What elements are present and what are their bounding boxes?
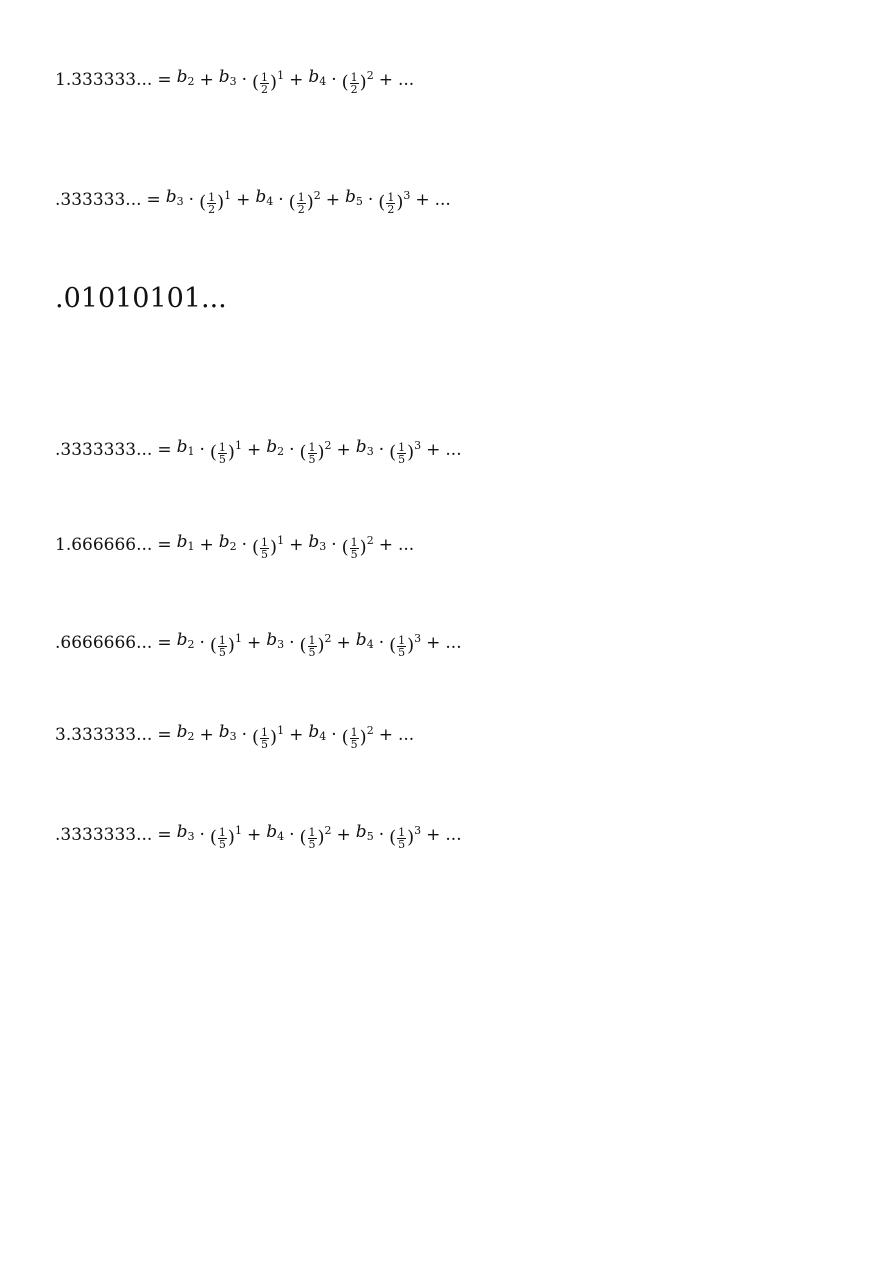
- coefficient-variable: [177, 820, 195, 849]
- close-paren: ): [227, 827, 235, 848]
- variable-symbol: b: [176, 67, 188, 87]
- multiply-dot: ·: [378, 439, 385, 460]
- plus-sign: +: [289, 69, 304, 90]
- variable-subscript: 2: [229, 540, 237, 553]
- close-paren: ): [270, 727, 278, 748]
- open-paren: (: [299, 635, 307, 656]
- coefficient-variable: [219, 65, 237, 94]
- exponent: 3: [414, 824, 422, 837]
- exponent: 3: [414, 632, 422, 645]
- coefficient-variable: [219, 720, 237, 749]
- close-paren: ): [227, 442, 235, 463]
- fraction-denominator: 5: [308, 453, 316, 466]
- equals-sign: =: [146, 189, 161, 210]
- multiply-dot: ·: [378, 632, 385, 653]
- multiply-dot: ·: [188, 189, 195, 210]
- close-paren: ): [359, 537, 367, 558]
- coefficient-variable: [345, 185, 363, 214]
- fraction-denominator: 5: [261, 548, 269, 561]
- variable-subscript: 2: [187, 638, 195, 651]
- equals-sign: =: [157, 534, 172, 555]
- fraction-denominator: 5: [398, 646, 406, 659]
- fraction-denominator: 5: [350, 548, 358, 561]
- exponent: 2: [366, 724, 374, 737]
- exponent: 2: [324, 824, 332, 837]
- multiply-dot: ·: [331, 534, 337, 555]
- multiply-dot: ·: [331, 724, 337, 745]
- coefficient-variable: [308, 720, 326, 749]
- ellipsis: ...: [397, 69, 415, 90]
- multiply-dot: ·: [199, 632, 205, 653]
- coefficient-variable: [255, 185, 273, 214]
- plus-sign: +: [236, 189, 251, 210]
- fraction: [350, 727, 359, 750]
- coefficient-variable: [266, 820, 284, 849]
- fraction-numerator: 1: [261, 536, 269, 549]
- fraction-power: [378, 184, 410, 215]
- exponent: 2: [366, 534, 374, 547]
- variable-subscript: 4: [266, 195, 274, 208]
- fraction: [260, 72, 269, 95]
- coefficient-variable: [177, 720, 195, 749]
- repeating-binary-value: .01010101...: [55, 282, 227, 314]
- variable-symbol: b: [308, 722, 320, 742]
- plus-sign: +: [246, 824, 262, 845]
- variable-symbol: b: [218, 67, 230, 87]
- equation-lhs: .333333...: [55, 189, 142, 210]
- equation-row-1: [55, 64, 414, 95]
- coefficient-variable: [266, 435, 284, 464]
- close-paren: ): [396, 192, 404, 213]
- equals-sign: =: [157, 439, 172, 460]
- exponent: 3: [414, 439, 422, 452]
- fraction-numerator: 1: [261, 71, 269, 84]
- open-paren: (: [378, 192, 386, 213]
- ellipsis: ...: [434, 189, 451, 210]
- variable-subscript: 3: [366, 445, 374, 458]
- variable-symbol: b: [255, 187, 267, 207]
- fraction-numerator: 1: [308, 634, 316, 647]
- variable-subscript: 2: [187, 730, 195, 743]
- equation-row-2: [55, 184, 451, 215]
- variable-symbol: b: [176, 722, 188, 742]
- equation-lhs: 1.666666...: [55, 534, 153, 555]
- fraction: [218, 827, 227, 850]
- close-paren: ): [270, 72, 278, 93]
- fraction-denominator: 5: [218, 646, 226, 659]
- fraction-denominator: 2: [261, 83, 269, 96]
- fraction: [297, 192, 306, 215]
- variable-symbol: b: [308, 532, 320, 552]
- exponent: 1: [277, 69, 285, 82]
- ellipsis: ...: [445, 439, 462, 460]
- coefficient-variable: [177, 530, 195, 559]
- equation-row-3: [55, 282, 227, 315]
- variable-subscript: 3: [319, 540, 327, 553]
- fraction-power: [389, 627, 421, 658]
- variable-symbol: b: [266, 437, 278, 457]
- fraction: [397, 635, 406, 658]
- multiply-dot: ·: [199, 824, 205, 845]
- fraction-numerator: 1: [350, 536, 358, 549]
- coefficient-variable: [356, 820, 374, 849]
- fraction-power: [210, 627, 242, 658]
- variable-symbol: b: [176, 437, 188, 457]
- fraction-denominator: 2: [297, 203, 305, 216]
- coefficient-variable: [308, 65, 326, 94]
- fraction-power: [389, 819, 421, 850]
- variable-subscript: 4: [319, 75, 327, 88]
- close-paren: ): [317, 442, 325, 463]
- equals-sign: =: [157, 724, 172, 745]
- variable-symbol: b: [344, 187, 356, 207]
- open-paren: (: [209, 442, 217, 463]
- ellipsis: ...: [397, 724, 415, 745]
- fraction-power: [299, 627, 331, 658]
- variable-symbol: b: [176, 630, 188, 650]
- exponent: 2: [324, 439, 332, 452]
- open-paren: (: [341, 72, 349, 93]
- close-paren: ): [317, 827, 325, 848]
- coefficient-variable: [308, 530, 326, 559]
- multiply-dot: ·: [331, 69, 337, 90]
- fraction-power: [252, 64, 284, 95]
- fraction: [386, 192, 395, 215]
- fraction-power: [199, 184, 231, 215]
- multiply-dot: ·: [378, 824, 385, 845]
- ellipsis: ...: [397, 534, 415, 555]
- exponent: 2: [313, 189, 321, 202]
- fraction-numerator: 1: [218, 826, 226, 839]
- open-paren: (: [389, 442, 397, 463]
- variable-subscript: 3: [176, 195, 184, 208]
- fraction-denominator: 5: [398, 453, 406, 466]
- fraction-numerator: 1: [387, 191, 395, 204]
- multiply-dot: ·: [241, 534, 248, 555]
- fraction: [308, 827, 317, 850]
- variable-symbol: b: [218, 722, 230, 742]
- fraction-power: [299, 819, 331, 850]
- plus-sign: +: [336, 439, 351, 460]
- fraction-denominator: 5: [350, 738, 358, 751]
- variable-subscript: 1: [187, 540, 195, 553]
- plus-sign: +: [289, 724, 304, 745]
- open-paren: (: [252, 72, 260, 93]
- open-paren: (: [288, 192, 296, 213]
- variable-subscript: 3: [187, 830, 195, 843]
- variable-subscript: 4: [277, 830, 285, 843]
- variable-subscript: 3: [229, 730, 237, 743]
- fraction-numerator: 1: [350, 71, 358, 84]
- fraction-power: [210, 819, 242, 850]
- multiply-dot: ·: [199, 439, 205, 460]
- fraction: [350, 72, 359, 95]
- exponent: 2: [324, 632, 332, 645]
- variable-symbol: b: [355, 822, 367, 842]
- plus-sign: +: [199, 69, 214, 90]
- plus-sign: +: [378, 534, 393, 555]
- variable-symbol: b: [176, 532, 188, 552]
- plus-sign: +: [426, 439, 441, 460]
- fraction-numerator: 1: [308, 826, 316, 839]
- variable-symbol: b: [218, 532, 230, 552]
- open-paren: (: [299, 827, 307, 848]
- open-paren: (: [299, 442, 307, 463]
- exponent: 1: [224, 189, 232, 202]
- plus-sign: +: [289, 534, 304, 555]
- fraction: [397, 442, 406, 465]
- fraction-denominator: 2: [387, 203, 395, 216]
- open-paren: (: [341, 727, 349, 748]
- fraction-numerator: 1: [398, 634, 406, 647]
- fraction-denominator: 2: [208, 203, 216, 216]
- open-paren: (: [389, 635, 397, 656]
- close-paren: ): [407, 827, 415, 848]
- fraction-denominator: 5: [218, 453, 226, 466]
- equals-sign: =: [157, 69, 172, 90]
- variable-subscript: 1: [187, 445, 195, 458]
- open-paren: (: [252, 537, 260, 558]
- coefficient-variable: [266, 628, 284, 657]
- close-paren: ): [217, 192, 225, 213]
- equation-lhs: 1.333333...: [55, 69, 153, 90]
- plus-sign: +: [378, 69, 393, 90]
- variable-symbol: b: [266, 630, 278, 650]
- variable-symbol: b: [355, 437, 367, 457]
- exponent: 3: [403, 189, 411, 202]
- coefficient-variable: [177, 628, 195, 657]
- variable-subscript: 5: [366, 830, 374, 843]
- fraction-denominator: 2: [350, 83, 358, 96]
- plus-sign: +: [378, 724, 393, 745]
- plus-sign: +: [336, 632, 351, 653]
- coefficient-variable: [177, 65, 195, 94]
- plus-sign: +: [199, 724, 214, 745]
- multiply-dot: ·: [278, 189, 284, 210]
- fraction: [350, 537, 359, 560]
- close-paren: ): [359, 72, 367, 93]
- fraction: [308, 442, 317, 465]
- fraction-power: [289, 184, 321, 215]
- coefficient-variable: [356, 628, 374, 657]
- fraction-numerator: 1: [261, 726, 269, 739]
- equation-row-8: [55, 819, 462, 850]
- exponent: 1: [234, 439, 242, 452]
- equation-row-4: [55, 434, 462, 465]
- plus-sign: +: [199, 534, 214, 555]
- variable-subscript: 3: [229, 75, 237, 88]
- open-paren: (: [252, 727, 260, 748]
- exponent: 1: [277, 724, 285, 737]
- fraction-numerator: 1: [350, 726, 358, 739]
- multiply-dot: ·: [289, 439, 295, 460]
- fraction: [260, 537, 269, 560]
- variable-subscript: 3: [277, 638, 285, 651]
- fraction-power: [299, 434, 331, 465]
- multiply-dot: ·: [241, 69, 248, 90]
- fraction: [207, 192, 216, 215]
- equals-sign: =: [157, 824, 172, 845]
- variable-subscript: 4: [366, 638, 374, 651]
- variable-symbol: b: [165, 187, 177, 207]
- plus-sign: +: [426, 824, 441, 845]
- open-paren: (: [209, 827, 217, 848]
- fraction-denominator: 5: [398, 838, 406, 851]
- ellipsis: ...: [445, 824, 462, 845]
- equation-lhs: 3.333333...: [55, 724, 153, 745]
- fraction-power: [252, 529, 284, 560]
- fraction: [218, 635, 227, 658]
- equation-row-7: [55, 719, 414, 750]
- coefficient-variable: [356, 435, 374, 464]
- fraction-power: [342, 529, 374, 560]
- fraction-power: [252, 719, 284, 750]
- fraction-power: [342, 719, 374, 750]
- fraction-power: [389, 434, 421, 465]
- fraction-power: [210, 434, 242, 465]
- coefficient-variable: [177, 435, 195, 464]
- equation-lhs: .6666666...: [55, 632, 153, 653]
- open-paren: (: [341, 537, 349, 558]
- fraction-numerator: 1: [218, 634, 226, 647]
- plus-sign: +: [246, 439, 262, 460]
- ellipsis: ...: [445, 632, 462, 653]
- fraction-numerator: 1: [398, 826, 406, 839]
- open-paren: (: [389, 827, 397, 848]
- variable-subscript: 2: [187, 75, 195, 88]
- fraction-denominator: 5: [308, 646, 316, 659]
- exponent: 1: [234, 632, 242, 645]
- exponent: 2: [366, 69, 374, 82]
- equals-sign: =: [157, 632, 172, 653]
- plus-sign: +: [246, 632, 262, 653]
- variable-symbol: b: [308, 67, 320, 87]
- multiply-dot: ·: [289, 632, 295, 653]
- plus-sign: +: [415, 189, 430, 210]
- fraction-power: [342, 64, 374, 95]
- variable-symbol: b: [176, 822, 188, 842]
- variable-subscript: 4: [319, 730, 327, 743]
- exponent: 1: [277, 534, 285, 547]
- plus-sign: +: [426, 632, 441, 653]
- variable-subscript: 2: [277, 445, 285, 458]
- close-paren: ): [227, 635, 235, 656]
- open-paren: (: [199, 192, 207, 213]
- close-paren: ): [270, 537, 278, 558]
- equation-lhs: .3333333...: [55, 824, 153, 845]
- coefficient-variable: [219, 530, 237, 559]
- close-paren: ): [359, 727, 367, 748]
- fraction-numerator: 1: [308, 441, 316, 454]
- close-paren: ): [317, 635, 325, 656]
- fraction-denominator: 5: [308, 838, 316, 851]
- fraction: [308, 635, 317, 658]
- equation-lhs: .3333333...: [55, 439, 153, 460]
- close-paren: ): [306, 192, 314, 213]
- multiply-dot: ·: [367, 189, 374, 210]
- multiply-dot: ·: [241, 724, 248, 745]
- fraction-denominator: 5: [261, 738, 269, 751]
- fraction: [218, 442, 227, 465]
- multiply-dot: ·: [289, 824, 295, 845]
- variable-subscript: 5: [355, 195, 363, 208]
- open-paren: (: [209, 635, 217, 656]
- close-paren: ): [407, 442, 415, 463]
- fraction-numerator: 1: [398, 441, 406, 454]
- equation-row-6: [55, 627, 462, 658]
- fraction: [260, 727, 269, 750]
- variable-symbol: b: [355, 630, 367, 650]
- close-paren: ): [407, 635, 415, 656]
- fraction: [397, 827, 406, 850]
- fraction-denominator: 5: [218, 838, 226, 851]
- coefficient-variable: [166, 185, 184, 214]
- fraction-numerator: 1: [208, 191, 216, 204]
- plus-sign: +: [325, 189, 340, 210]
- variable-symbol: b: [266, 822, 278, 842]
- equation-row-5: [55, 529, 414, 560]
- fraction-numerator: 1: [297, 191, 305, 204]
- plus-sign: +: [336, 824, 351, 845]
- fraction-numerator: 1: [218, 441, 226, 454]
- exponent: 1: [234, 824, 242, 837]
